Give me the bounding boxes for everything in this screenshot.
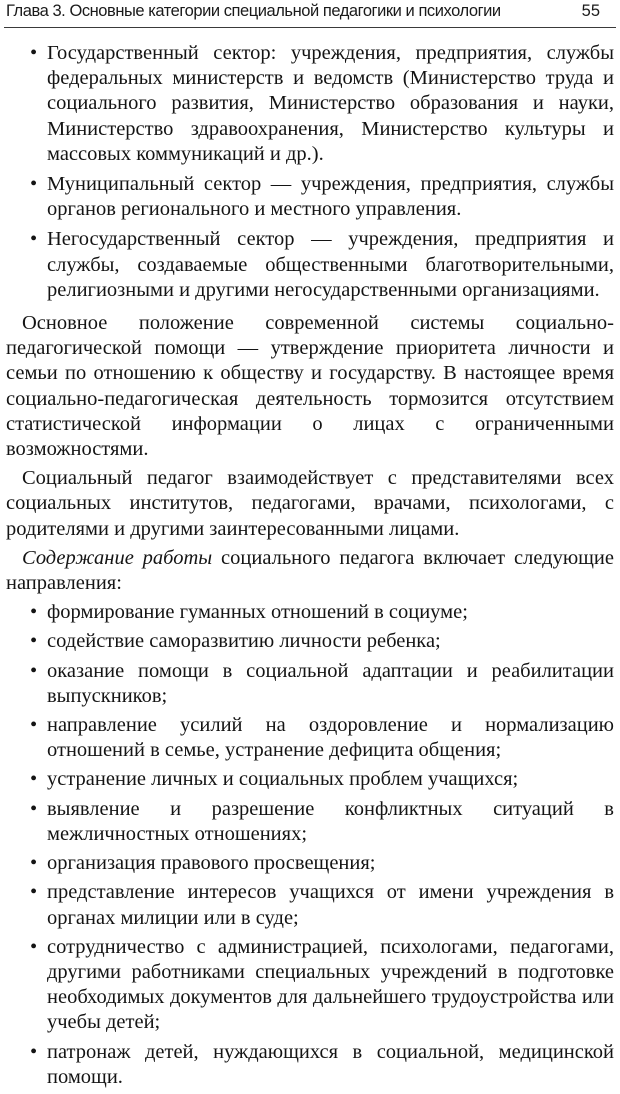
paragraph: Основное положение современной системы социально-педагогической помощи — утверждение приоритета личности и семьи по отношению к обществу и государству. В настоящее время социально-педагогическая деятельность тормозится отсутствием статистической информации о лицах с ограниченными возможностями. bbox=[6, 312, 614, 461]
list-item-text: Государственный сектор: учреждения, предприятия, службы федеральных министерств и ведомств (Министерство труда и социального развития, Министерство образования и науки, Министерство здравоохранения, Министерство культуры и массовых коммуникаций и др.). bbox=[47, 42, 614, 165]
list-item-text: направление усилий на оздоровление и нормализацию отношений в семье, устранение дефицита общения; bbox=[47, 714, 614, 762]
list-item-text: патронаж детей, нуждающихся в социальной, медицинской помощи. bbox=[47, 1040, 614, 1088]
bullet-icon: • bbox=[30, 768, 38, 791]
list-item bbox=[6, 172, 614, 222]
list-item bbox=[6, 629, 614, 654]
emphasis-text: Содержание работы bbox=[22, 546, 213, 569]
bullet-icon: • bbox=[30, 173, 38, 196]
page-body bbox=[6, 41, 614, 1094]
list-item bbox=[6, 767, 614, 792]
list-item-text: представление интересов учащихся от имени учреждения в органах милиции или в суде; bbox=[47, 881, 614, 929]
bullet-icon: • bbox=[30, 601, 38, 624]
page-number: 55 bbox=[581, 2, 600, 20]
running-header bbox=[6, 2, 614, 28]
list-item bbox=[6, 935, 614, 1036]
list-item-text: выявление и разрешение конфликтных ситуаций в межличностных отношениях; bbox=[47, 797, 614, 845]
list-item bbox=[6, 880, 614, 930]
list-item bbox=[6, 1040, 614, 1090]
header-rule bbox=[4, 27, 616, 28]
list-item bbox=[6, 659, 614, 709]
paragraph: Социальный педагог взаимодействует с представителями всех социальных институтов, педагогами, врачами, психологами, с родителями и другими заинтересованными лицами. bbox=[6, 467, 614, 540]
bullet-icon: • bbox=[30, 797, 38, 820]
list-item-text: содействие саморазвитию личности ребенка; bbox=[47, 630, 441, 653]
bullet-icon: • bbox=[30, 714, 38, 737]
bullet-icon: • bbox=[30, 852, 38, 875]
bullet-icon: • bbox=[30, 659, 38, 682]
work-intro bbox=[6, 546, 614, 596]
bullet-icon: • bbox=[30, 881, 38, 904]
work-directions-list bbox=[6, 600, 614, 1090]
list-item bbox=[6, 797, 614, 847]
list-item-text: сотрудничество с администрацией, психологами, педагогами, другими работниками специальных учреждений в подготовке необходимых документов для дальнейшего трудоустройства или учебы детей; bbox=[47, 935, 614, 1034]
bullet-icon: • bbox=[30, 228, 38, 251]
intro-text: социального педагога включает следующие направления: bbox=[6, 546, 614, 595]
list-item bbox=[6, 227, 614, 303]
list-item-text: организация правового просвещения; bbox=[47, 852, 376, 875]
list-item-text: оказание помощи в социальной адаптации и реабилитации выпускников; bbox=[47, 659, 614, 707]
chapter-title: Глава 3. Основные категории специальной педагогики и психологии bbox=[6, 2, 501, 20]
list-item bbox=[6, 713, 614, 763]
list-item bbox=[6, 41, 614, 167]
list-item bbox=[6, 600, 614, 625]
bullet-icon: • bbox=[30, 1040, 38, 1063]
bullet-icon: • bbox=[30, 935, 38, 958]
list-item-text: устранение личных и социальных проблем учащихся; bbox=[47, 768, 519, 791]
list-item-text: формирование гуманных отношений в социуме; bbox=[47, 601, 468, 624]
list-item-text: Муниципальный сектор — учреждения, предприятия, службы органов регионального и местного управления. bbox=[47, 173, 614, 221]
sector-list bbox=[6, 41, 614, 303]
bullet-icon: • bbox=[30, 630, 38, 653]
list-item-text: Негосударственный сектор — учреждения, предприятия и службы, создаваемые общественными благотворительными, религиозными и другими негосударственными организациями. bbox=[47, 228, 614, 301]
bullet-icon: • bbox=[30, 42, 38, 64]
list-item bbox=[6, 851, 614, 876]
